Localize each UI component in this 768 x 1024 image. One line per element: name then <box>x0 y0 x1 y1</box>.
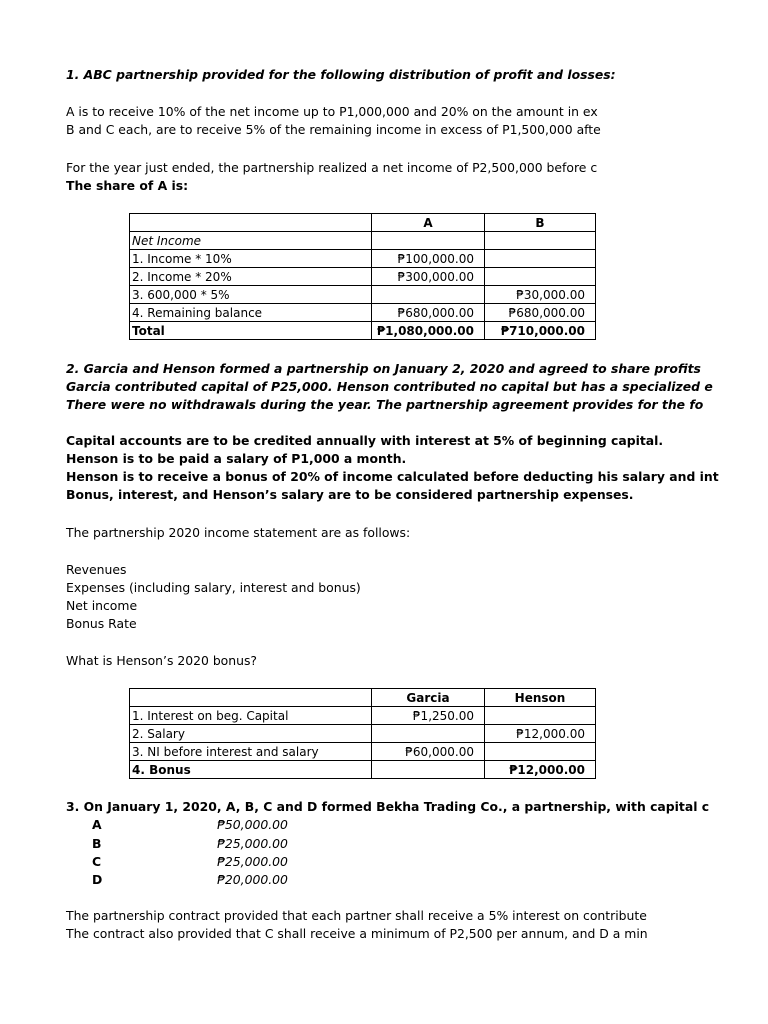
header-cell <box>130 689 372 707</box>
cell-garcia <box>372 761 485 779</box>
row-label: 3. NI before interest and salary <box>130 743 372 761</box>
q2-item-bonus-rate: Bonus Rate <box>66 616 137 631</box>
row-label: 4. Bonus <box>130 761 372 779</box>
table-row <box>130 304 596 322</box>
cell-b <box>485 232 596 250</box>
cell-b <box>485 268 596 286</box>
partner-label: B <box>92 836 102 851</box>
row-label: Net Income <box>130 232 372 250</box>
cell-a: ₱100,000.00 <box>372 250 485 268</box>
q2-rule4: Bonus, interest, and Henson’s salary are to be considered partnership expenses. <box>66 487 634 502</box>
cell-b <box>485 250 596 268</box>
table-total-row <box>130 322 596 340</box>
q2-heading-line2: Garcia contributed capital of P25,000. Henson contributed no capital but has a specialized e <box>66 379 713 394</box>
cell-b: ₱680,000.00 <box>485 304 596 322</box>
row-label: 1. Interest on beg. Capital <box>130 707 372 725</box>
q2-statement-intro: The partnership 2020 income statement are as follows: <box>66 525 411 540</box>
q1-line2: B and C each, are to receive 5% of the remaining income in excess of P1,500,000 afte <box>66 122 601 137</box>
table-header-row <box>130 214 596 232</box>
partner-label: C <box>92 854 102 869</box>
header-cell: A <box>372 214 485 232</box>
header-cell: Henson <box>485 689 596 707</box>
partner-capital: ₱50,000.00 <box>217 817 288 832</box>
q1-line4: The share of A is: <box>66 178 189 193</box>
cell-henson: ₱12,000.00 <box>485 761 596 779</box>
partner-label: D <box>92 872 103 887</box>
q2-rule1: Capital accounts are to be credited annually with interest at 5% of beginning capital. <box>66 433 664 448</box>
cell-henson: ₱12,000.00 <box>485 725 596 743</box>
q2-table <box>129 688 596 779</box>
q1-table <box>129 213 596 340</box>
q3-line2: The contract also provided that C shall receive a minimum of P2,500 per annum, and D a min <box>66 926 648 941</box>
table-row <box>130 707 596 725</box>
cell-garcia: ₱1,250.00 <box>372 707 485 725</box>
table-row <box>130 250 596 268</box>
table-row <box>130 761 596 779</box>
cell-a: ₱680,000.00 <box>372 304 485 322</box>
q3-heading: 3. On January 1, 2020, A, B, C and D formed Bekha Trading Co., a partnership, with capital c <box>66 799 710 814</box>
cell-henson <box>485 707 596 725</box>
q2-question: What is Henson’s 2020 bonus? <box>66 653 258 668</box>
row-label: Total <box>130 322 372 340</box>
cell-henson <box>485 743 596 761</box>
row-label: 1. Income * 10% <box>130 250 372 268</box>
row-label: 2. Income * 20% <box>130 268 372 286</box>
partner-capital: ₱25,000.00 <box>217 836 288 851</box>
q2-rule2: Henson is to be paid a salary of P1,000 a month. <box>66 451 407 466</box>
cell-a: ₱300,000.00 <box>372 268 485 286</box>
q2-item-net-income: Net income <box>66 598 138 613</box>
partner-capital: ₱25,000.00 <box>217 854 288 869</box>
cell-b: ₱30,000.00 <box>485 286 596 304</box>
header-cell <box>130 214 372 232</box>
cell-garcia: ₱60,000.00 <box>372 743 485 761</box>
partner-label: A <box>92 817 102 832</box>
header-cell: B <box>485 214 596 232</box>
row-label: 4. Remaining balance <box>130 304 372 322</box>
q2-item-expenses: Expenses (including salary, interest and bonus) <box>66 580 361 595</box>
table-header-row <box>130 689 596 707</box>
q2-heading-line3: There were no withdrawals during the year. The partnership agreement provides for the fo <box>66 397 704 412</box>
row-label: 2. Salary <box>130 725 372 743</box>
table-row <box>130 743 596 761</box>
cell-a <box>372 232 485 250</box>
table-row <box>130 268 596 286</box>
q2-item-revenues: Revenues <box>66 562 127 577</box>
cell-b: ₱710,000.00 <box>485 322 596 340</box>
q3-line1: The partnership contract provided that each partner shall receive a 5% interest on contribute <box>66 908 647 923</box>
table-row <box>130 286 596 304</box>
partner-capital: ₱20,000.00 <box>217 872 288 887</box>
q1-line1: A is to receive 10% of the net income up to P1,000,000 and 20% on the amount in ex <box>66 104 598 119</box>
q1-heading: 1. ABC partnership provided for the following distribution of profit and losses: <box>66 67 616 82</box>
table-row <box>130 725 596 743</box>
cell-garcia <box>372 725 485 743</box>
q2-heading-line1: 2. Garcia and Henson formed a partnership on January 2, 2020 and agreed to share profits <box>66 361 701 376</box>
cell-a: ₱1,080,000.00 <box>372 322 485 340</box>
table-row <box>130 232 596 250</box>
cell-a <box>372 286 485 304</box>
q1-line3: For the year just ended, the partnership realized a net income of P2,500,000 before c <box>66 160 598 175</box>
row-label: 3. 600,000 * 5% <box>130 286 372 304</box>
q2-rule3: Henson is to receive a bonus of 20% of income calculated before deducting his salary and int <box>66 469 719 484</box>
header-cell: Garcia <box>372 689 485 707</box>
